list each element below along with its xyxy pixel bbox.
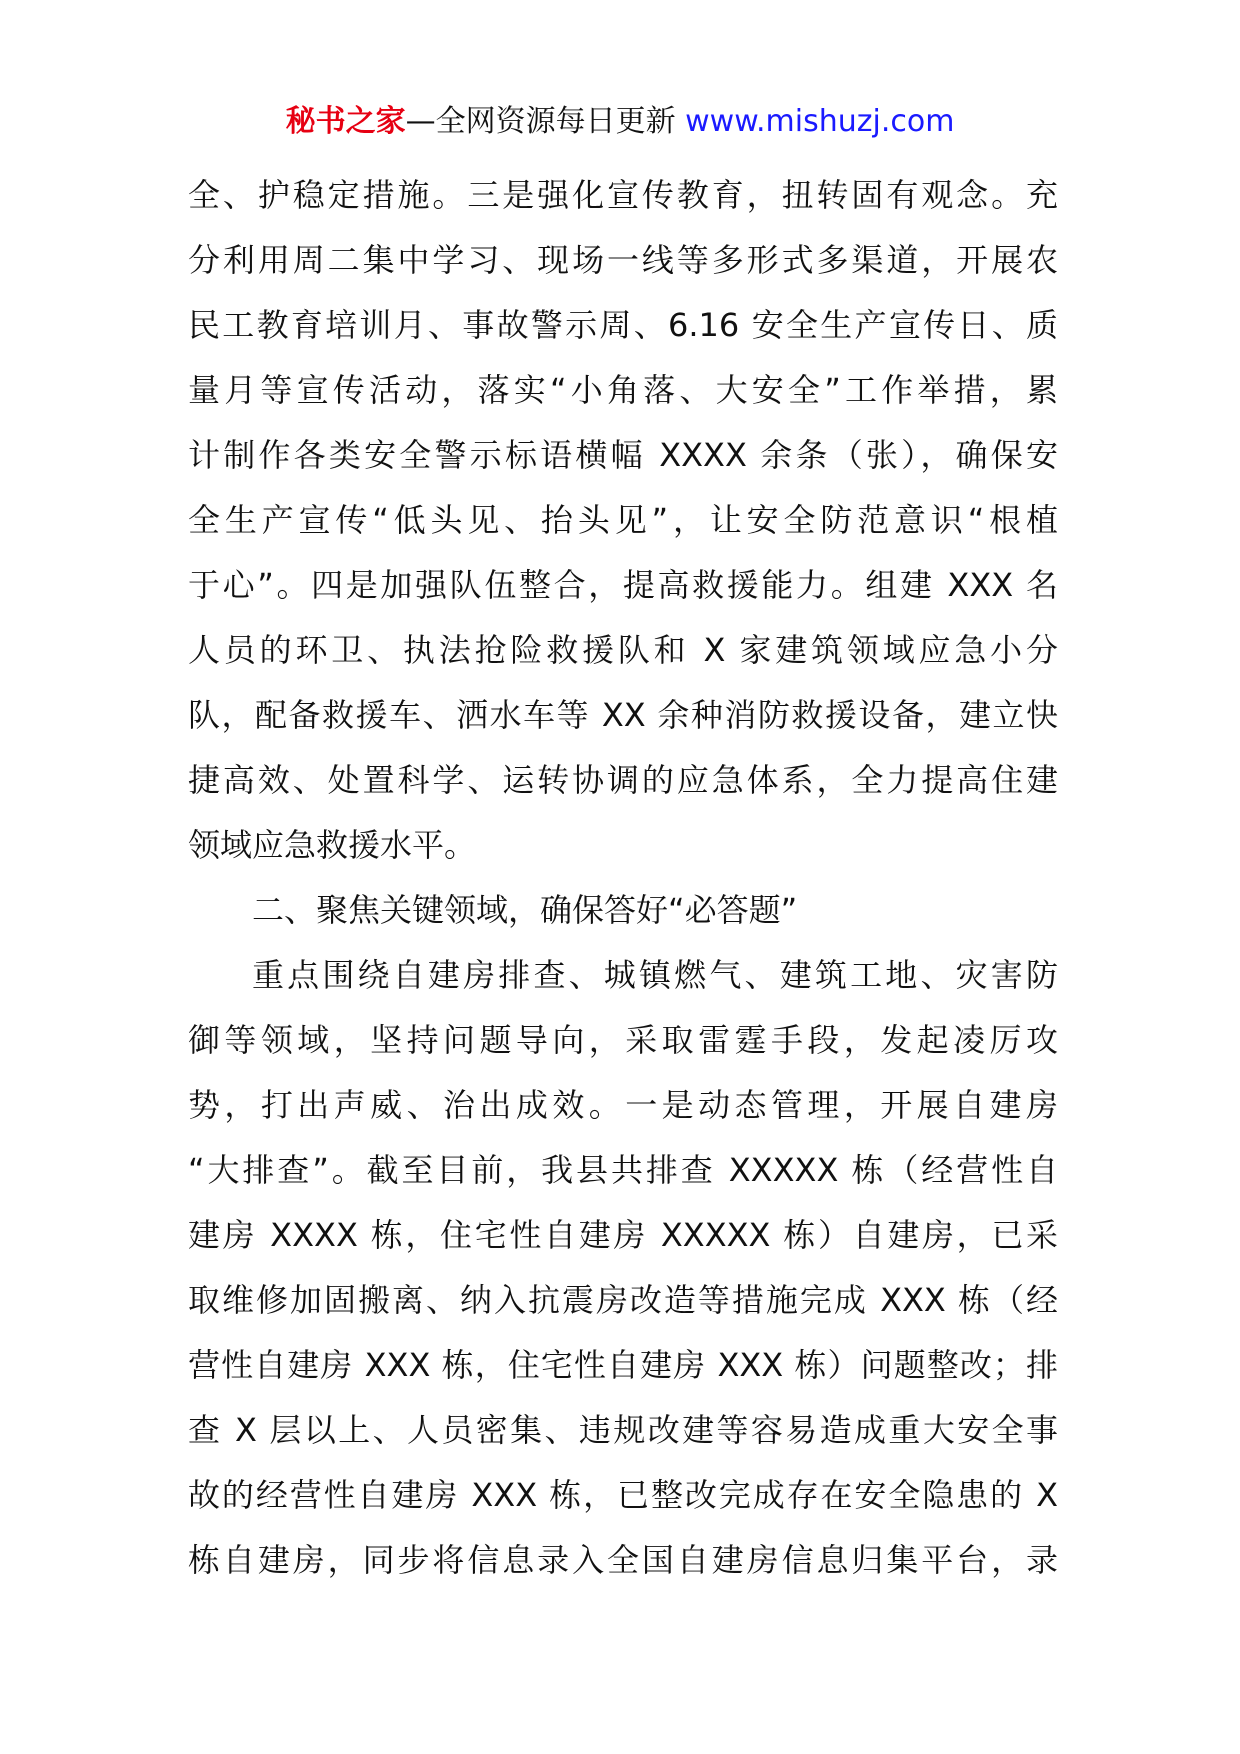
- text-line: 队，配备救援车、洒水车等 XX 余种消防救援设备，建立快: [188, 696, 1058, 734]
- text-line: 势，打出声威、治出成效。一是动态管理，开展自建房: [188, 1086, 1058, 1124]
- site-url-link[interactable]: www.mishuzj.com: [685, 104, 955, 139]
- text-line: 全生产宣传“低头见、抬头见”，让安全防范意识“根植: [188, 501, 1058, 539]
- text-line: 人员的环卫、执法抢险救援队和 X 家建筑领域应急小分: [188, 631, 1058, 669]
- text-line: 取维修加固搬离、纳入抗震房改造等措施完成 XXX 栋（经: [188, 1281, 1058, 1319]
- text-line: 量月等宣传活动，落实“小角落、大安全”工作举措，累: [188, 371, 1058, 409]
- text-line: 领域应急救援水平。: [188, 826, 477, 864]
- text-line: 御等领域，坚持问题导向，采取雷霆手段，发起凌厉攻: [188, 1021, 1058, 1059]
- site-header: [0, 100, 1240, 144]
- text-line: 建房 XXXX 栋，住宅性自建房 XXXXX 栋）自建房，已采: [188, 1216, 1058, 1254]
- document-body: [188, 163, 1058, 1593]
- text-line: 民工教育培训月、事故警示周、6.16 安全生产宣传日、质: [188, 306, 1058, 344]
- text-line: 重点围绕自建房排查、城镇燃气、建筑工地、灾害防: [252, 956, 1058, 994]
- text-line: 于心”。四是加强队伍整合，提高救援能力。组建 XXX 名: [188, 566, 1058, 604]
- text-line: 全、护稳定措施。三是强化宣传教育，扭转固有观念。充: [188, 176, 1058, 214]
- text-line: 营性自建房 XXX 栋，住宅性自建房 XXX 栋）问题整改；排: [188, 1346, 1058, 1384]
- section-heading: 二、聚焦关键领域，确保答好“必答题”: [252, 891, 798, 929]
- text-line: 捷高效、处置科学、运转协调的应急体系，全力提高住建: [188, 761, 1058, 799]
- brand-name: 秘书之家: [285, 104, 406, 139]
- text-line: 故的经营性自建房 XXX 栋，已整改完成存在安全隐患的 X: [188, 1476, 1058, 1514]
- text-line: 计制作各类安全警示标语横幅 XXXX 余条（张），确保安: [188, 436, 1058, 474]
- text-line: 栋自建房，同步将信息录入全国自建房信息归集平台，录: [188, 1541, 1058, 1579]
- text-line: “大排查”。截至目前，我县共排查 XXXXX 栋（经营性自: [188, 1151, 1058, 1189]
- text-line: 分利用周二集中学习、现场一线等多形式多渠道，开展农: [188, 241, 1058, 279]
- text-line: 查 X 层以上、人员密集、违规改建等容易造成重大安全事: [188, 1411, 1058, 1449]
- header-tagline: —全网资源每日更新: [405, 104, 686, 139]
